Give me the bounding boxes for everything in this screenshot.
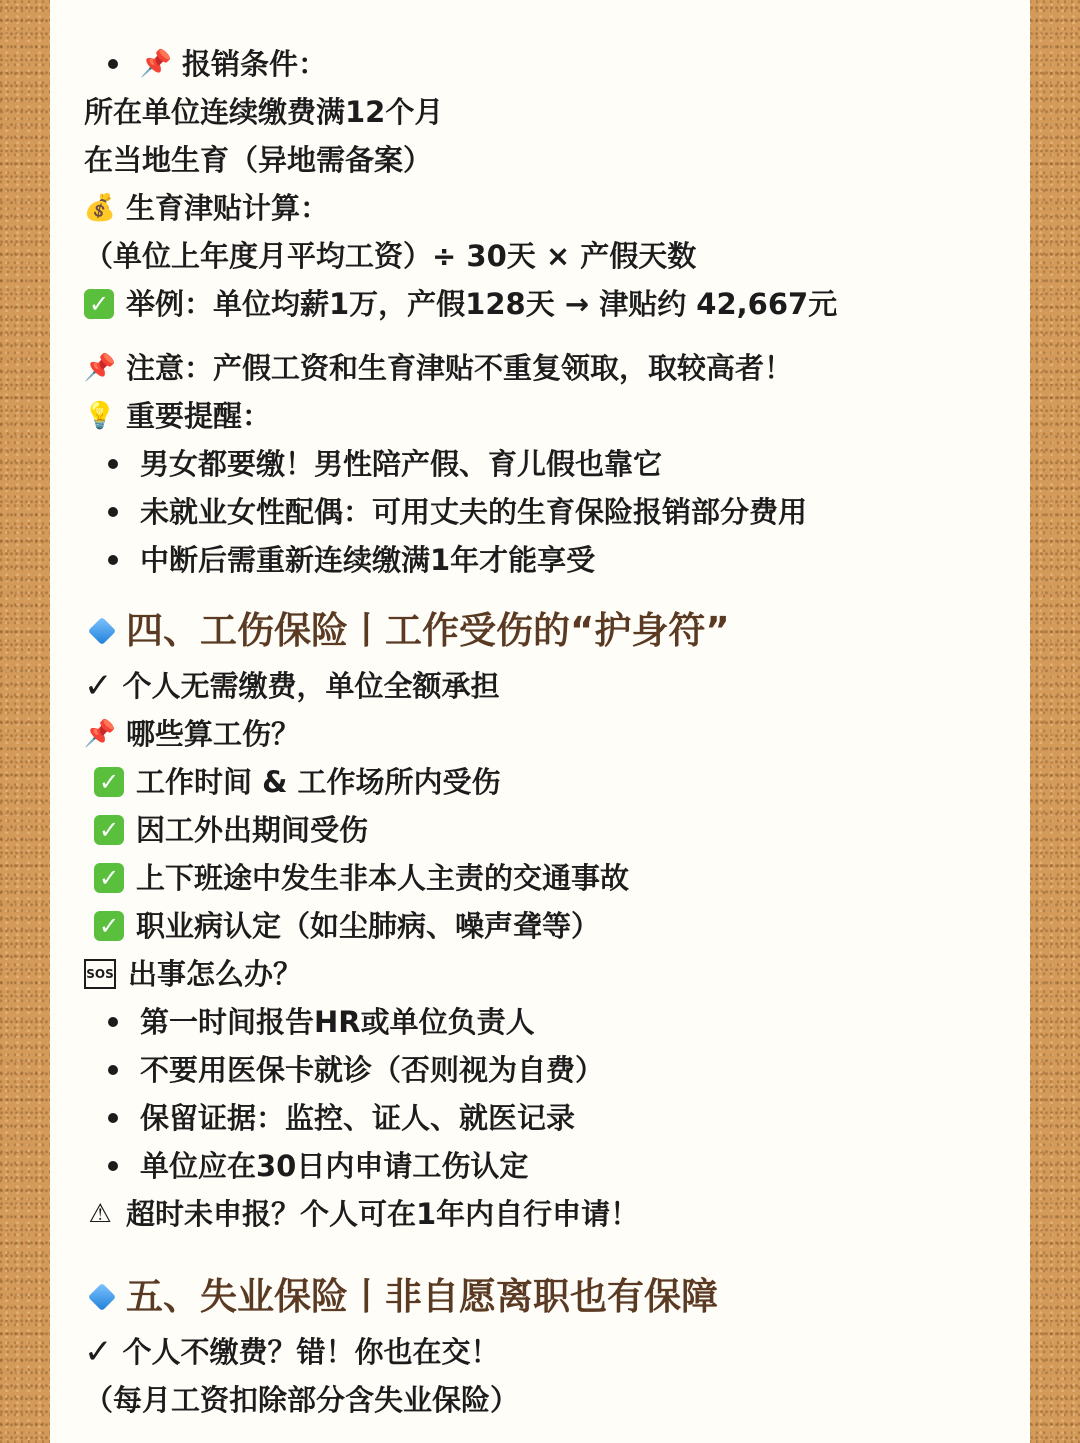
reimbursement-conditions-label: 报销条件： bbox=[182, 47, 328, 81]
list-item bbox=[84, 806, 984, 854]
check-mark-button-icon: ✓ bbox=[94, 815, 124, 845]
text: 工作时间 & 工作场所内受伤 bbox=[136, 765, 501, 799]
section-heading-unemployment bbox=[84, 1266, 984, 1328]
check-mark-button-icon: ✓ bbox=[94, 863, 124, 893]
text-line bbox=[84, 280, 984, 328]
check-mark-icon: ✓ bbox=[84, 1332, 113, 1372]
text: 第一时间报告HR或单位负责人 bbox=[140, 1005, 535, 1039]
list-item-text: 中断后需重新连续缴满1年才能享受 bbox=[140, 543, 596, 577]
bullet-icon bbox=[108, 507, 118, 517]
text: 职业病认定（如尘肺病、噪声聋等） bbox=[136, 909, 601, 943]
text-line bbox=[84, 950, 984, 998]
text: 个人无需缴费，单位全额承担 bbox=[122, 669, 500, 703]
pushpin-icon: 📌 bbox=[83, 719, 117, 749]
bullet-icon bbox=[108, 459, 118, 469]
blue-diamond-icon bbox=[88, 617, 116, 645]
text-line bbox=[84, 662, 984, 710]
section-heading-work-injury bbox=[84, 600, 984, 662]
text-line bbox=[84, 710, 984, 758]
allowance-calc-label: 生育津贴计算： bbox=[126, 191, 330, 225]
text-line bbox=[84, 184, 984, 232]
list-item bbox=[84, 1046, 984, 1094]
warning-icon: ⚠ bbox=[88, 1199, 112, 1229]
text: 因工外出期间受伤 bbox=[136, 813, 369, 847]
pushpin-icon: 📌 bbox=[83, 353, 117, 383]
blue-diamond-icon bbox=[88, 1283, 116, 1311]
heading-text: 四、工伤保险丨工作受伤的“护身符” bbox=[126, 609, 730, 652]
check-mark-icon: ✓ bbox=[84, 666, 113, 706]
list-item bbox=[84, 1094, 984, 1142]
bullet-icon bbox=[108, 1017, 118, 1027]
bullet-icon bbox=[108, 1065, 118, 1075]
text: 个人不缴费？错！你也在交！ bbox=[122, 1335, 500, 1369]
text-line bbox=[84, 344, 984, 392]
sos-icon: SOS bbox=[84, 959, 116, 989]
text-line bbox=[84, 1190, 984, 1238]
bullet-icon bbox=[108, 555, 118, 565]
money-bag-icon: 💰 bbox=[83, 193, 117, 223]
pushpin-icon: 📌 bbox=[139, 49, 173, 79]
text-line bbox=[84, 392, 984, 440]
list-item bbox=[84, 40, 984, 88]
check-mark-button-icon: ✓ bbox=[94, 767, 124, 797]
example-line: 举例：单位均薪1万，产假128天 → 津贴约 42,667元 bbox=[126, 287, 838, 321]
list-item bbox=[84, 440, 984, 488]
text-line: 所在单位连续缴费满12个月 bbox=[84, 95, 444, 129]
text: 出事怎么办？ bbox=[128, 957, 303, 991]
text: 保留证据：监控、证人、就医记录 bbox=[140, 1101, 576, 1135]
text: 不要用医保卡就诊（否则视为自费） bbox=[140, 1053, 605, 1087]
check-mark-button-icon: ✓ bbox=[94, 911, 124, 941]
text: 单位应在30日内申请工伤认定 bbox=[140, 1149, 529, 1183]
text: 超时未申报？个人可在1年内自行申请！ bbox=[126, 1197, 640, 1231]
list-item bbox=[84, 536, 984, 584]
text: 哪些算工伤？ bbox=[126, 717, 301, 751]
list-item-text: 男女都要缴！男性陪产假、育儿假也靠它 bbox=[140, 447, 663, 481]
formula-line: （单位上年度月平均工资）÷ 30天 × 产假天数 bbox=[84, 239, 697, 273]
text-line: （每月工资扣除部分含失业保险） bbox=[84, 1383, 520, 1417]
list-item bbox=[84, 902, 984, 950]
list-item bbox=[84, 998, 984, 1046]
check-mark-button-icon: ✓ bbox=[84, 289, 114, 319]
text-line: 在当地生育（异地需备案） bbox=[84, 143, 433, 177]
list-item bbox=[84, 854, 984, 902]
list-item bbox=[84, 1142, 984, 1190]
heading-text: 五、失业保险丨非自愿离职也有保障 bbox=[126, 1275, 718, 1318]
list-item-text: 未就业女性配偶：可用丈夫的生育保险报销部分费用 bbox=[140, 495, 808, 529]
bullet-icon bbox=[108, 1161, 118, 1171]
text-line bbox=[84, 1328, 984, 1376]
list-item bbox=[84, 488, 984, 536]
text: 上下班途中发生非本人主责的交通事故 bbox=[136, 861, 630, 895]
note-line: 注意：产假工资和生育津贴不重复领取，取较高者！ bbox=[126, 351, 794, 385]
light-bulb-icon: 💡 bbox=[83, 401, 117, 431]
bullet-icon bbox=[108, 59, 118, 69]
reminder-label: 重要提醒： bbox=[126, 399, 272, 433]
list-item bbox=[84, 758, 984, 806]
content bbox=[84, 40, 984, 1424]
bullet-icon bbox=[108, 1113, 118, 1123]
